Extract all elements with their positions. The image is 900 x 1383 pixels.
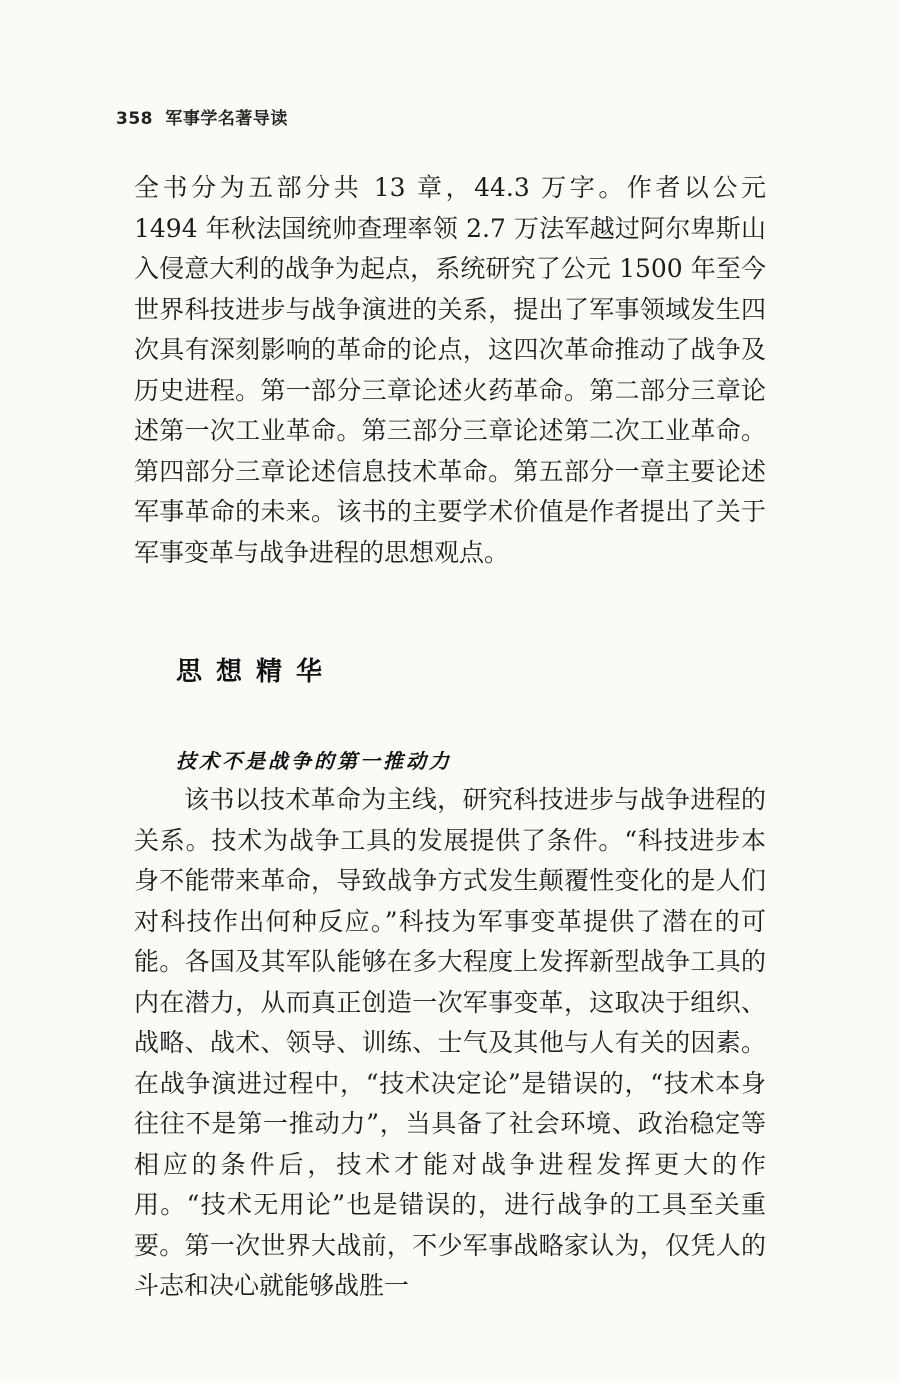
book-title: 军事学名著导读 (165, 109, 288, 129)
intro-paragraph: 全书分为五部分共 13 章，44.3 万字。作者以公元 1494 年秋法国统帅查理率领 2.7 万法军越过阿尔卑斯山入侵意大利的战争为起点，系统研究了公元 1500 年至今世界科技进步与战争演进的关系，提出了军事领域发生四次具有深刻影响的革命的论点，这四次革命推动了战争及历史进程。第一部分三章论述火药革命。第二部分三章论述第一次工业革命。第三部分三章论述第二次工业革命。第四部分三章论述信息技术革命。第五部分一章主要论述军事革命的未来。该书的主要学术价值是作者提出了关于军事变革与战争进程的思想观点。 (134, 173, 766, 567)
running-header (116, 104, 288, 129)
body-paragraph: 该书以技术革命为主线，研究科技进步与战争进程的关系。技术为战争工具的发展提供了条件。“科技进步本身不能带来革命，导致战争方式发生颠覆性变化的是人们对科技作出何种反应。”科技为军事变革提供了潜在的可能。各国及其军队能够在多大程度上发挥新型战争工具的内在潜力，从而真正创造一次军事变革，这取决于组织、战略、战术、领导、训练、士气及其他与人有关的因素。在战争演进过程中，“技术决定论”是错误的，“技术本身往往不是第一推动力”，当具备了社会环境、政治稳定等相应的条件后，技术才能对战争进程发挥更大的作用。“技术无用论”也是错误的，进行战争的工具至关重要。第一次世界大战前，不少军事战略家认为，仅凭人的斗志和决心就能够战胜一 (134, 785, 766, 1300)
subheading: 技术不是战争的第一推动力 (176, 749, 452, 773)
section-title: 思想精华 (176, 657, 337, 687)
page-number: 358 (116, 109, 153, 129)
